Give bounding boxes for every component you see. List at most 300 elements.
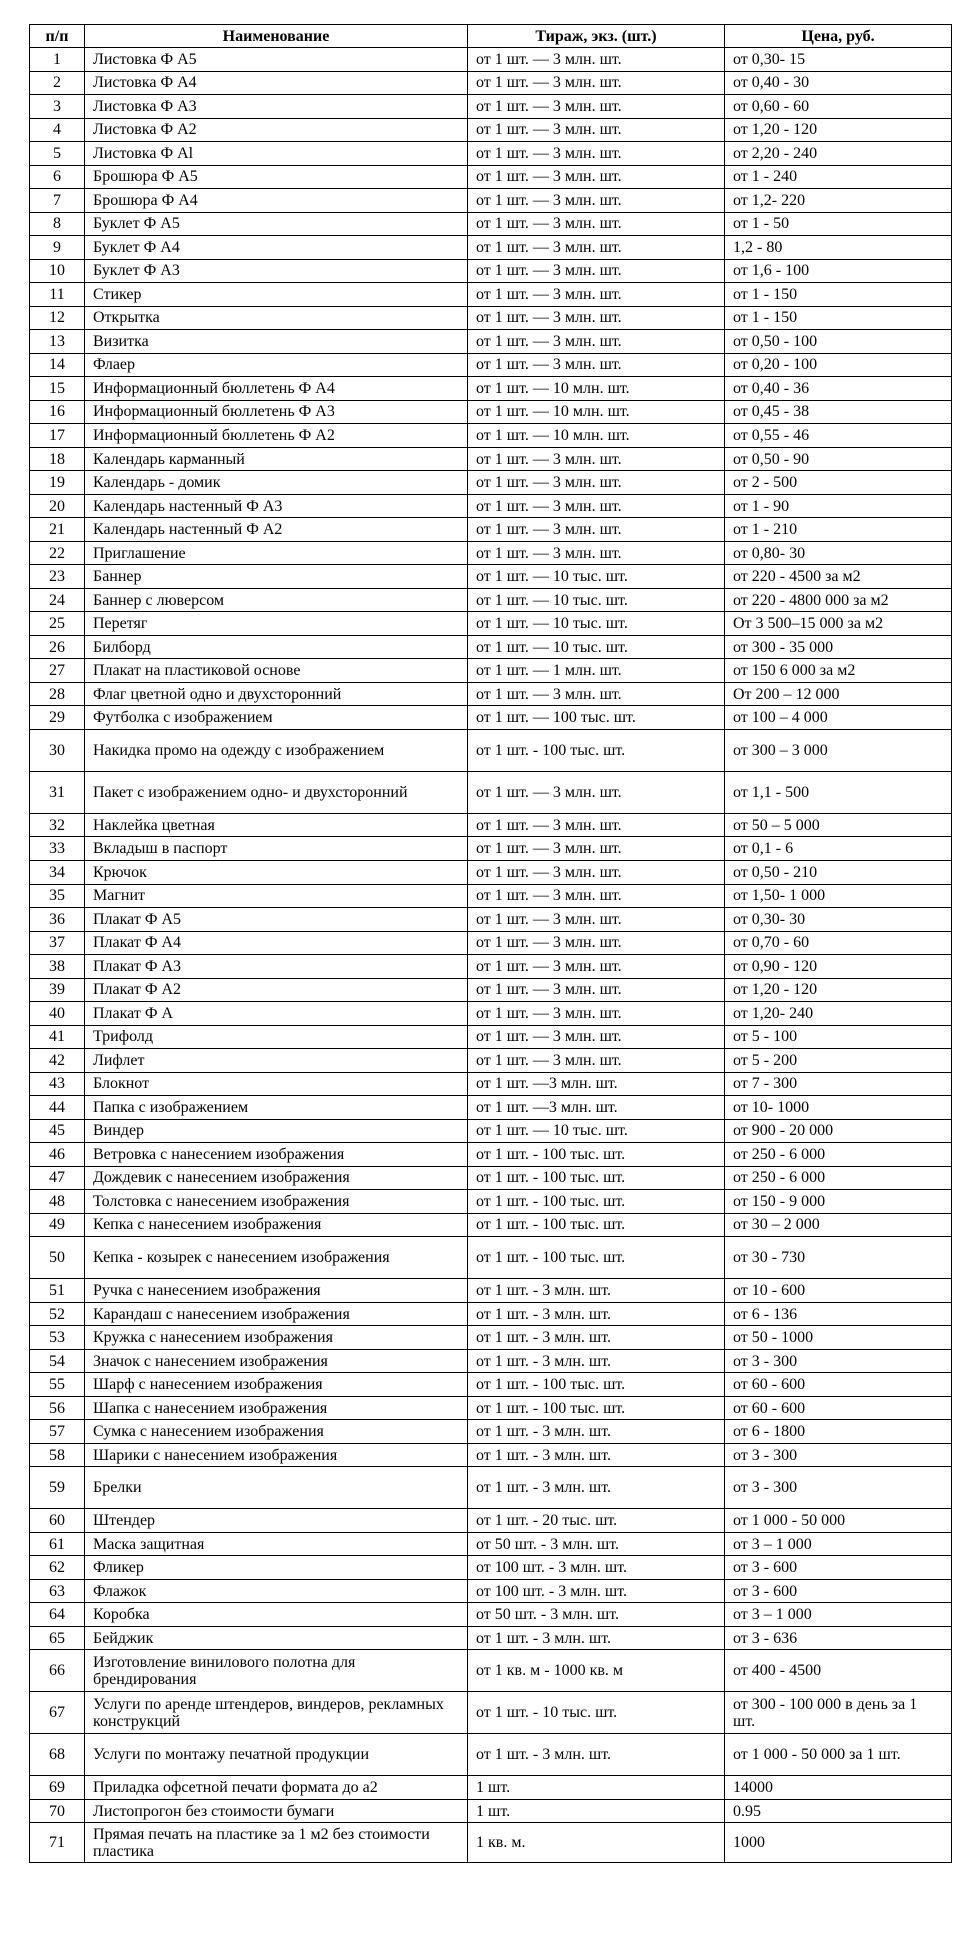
table-row	[30, 330, 952, 354]
cell-number: 36	[30, 908, 85, 932]
cell-price: от 0,50 - 90	[725, 447, 952, 471]
table-row	[30, 955, 952, 979]
cell-number: 28	[30, 682, 85, 706]
cell-price: от 0,70 - 60	[725, 931, 952, 955]
table-row	[30, 1603, 952, 1627]
cell-quantity: от 1 шт. - 100 тыс. шт.	[468, 1143, 725, 1167]
table-row	[30, 71, 952, 95]
cell-number: 7	[30, 189, 85, 213]
cell-name: Коробка	[85, 1603, 468, 1627]
cell-quantity: от 1 шт. — 3 млн. шт.	[468, 48, 725, 72]
cell-quantity: от 1 шт. — 10 тыс. шт.	[468, 612, 725, 636]
table-row	[30, 377, 952, 401]
cell-number: 60	[30, 1509, 85, 1533]
cell-name: Буклет Ф А5	[85, 212, 468, 236]
cell-number: 43	[30, 1072, 85, 1096]
cell-price: от 0,45 - 38	[725, 400, 952, 424]
cell-name: Листовка Ф А2	[85, 118, 468, 142]
cell-price: от 1 - 150	[725, 283, 952, 307]
cell-name: Сумка с нанесением изображения	[85, 1420, 468, 1444]
cell-price: от 6 - 1800	[725, 1420, 952, 1444]
cell-quantity: от 1 шт. - 3 млн. шт.	[468, 1467, 725, 1509]
cell-quantity: 1 шт.	[468, 1799, 725, 1823]
table-row	[30, 48, 952, 72]
cell-number: 27	[30, 659, 85, 683]
cell-number: 30	[30, 729, 85, 771]
cell-quantity: от 1 шт. - 100 тыс. шт.	[468, 1396, 725, 1420]
table-row	[30, 189, 952, 213]
cell-name: Бейджик	[85, 1626, 468, 1650]
cell-quantity: от 1 шт. — 3 млн. шт.	[468, 306, 725, 330]
cell-quantity: от 1 шт. — 3 млн. шт.	[468, 771, 725, 813]
cell-quantity: от 1 шт. — 3 млн. шт.	[468, 189, 725, 213]
cell-name: Штендер	[85, 1509, 468, 1533]
cell-number: 62	[30, 1556, 85, 1580]
cell-quantity: от 1 шт. - 3 млн. шт.	[468, 1420, 725, 1444]
cell-number: 71	[30, 1823, 85, 1863]
cell-number: 48	[30, 1190, 85, 1214]
cell-number: 66	[30, 1650, 85, 1692]
cell-quantity: от 1 шт. - 20 тыс. шт.	[468, 1509, 725, 1533]
cell-number: 26	[30, 635, 85, 659]
table-row	[30, 1302, 952, 1326]
table-row	[30, 1237, 952, 1279]
table-row	[30, 1349, 952, 1373]
table-row	[30, 1556, 952, 1580]
cell-name: Флаг цветной одно и двухсторонний	[85, 682, 468, 706]
cell-price: от 0,50 - 210	[725, 860, 952, 884]
table-row	[30, 813, 952, 837]
cell-price: от 400 - 4500	[725, 1650, 952, 1692]
cell-name: Информационный бюллетень Ф А3	[85, 400, 468, 424]
cell-price: от 1 - 50	[725, 212, 952, 236]
table-row	[30, 1396, 952, 1420]
cell-quantity: от 1 шт. - 100 тыс. шт.	[468, 1190, 725, 1214]
cell-number: 54	[30, 1349, 85, 1373]
cell-number: 70	[30, 1799, 85, 1823]
table-header	[30, 25, 952, 48]
cell-name: Ручка с нанесением изображения	[85, 1279, 468, 1303]
cell-name: Наклейка цветная	[85, 813, 468, 837]
table-row	[30, 1420, 952, 1444]
table-row	[30, 1213, 952, 1237]
table-row	[30, 635, 952, 659]
cell-number: 12	[30, 306, 85, 330]
table-row	[30, 1143, 952, 1167]
table-row	[30, 283, 952, 307]
cell-number: 44	[30, 1096, 85, 1120]
cell-price: от 3 - 600	[725, 1579, 952, 1603]
cell-number: 24	[30, 588, 85, 612]
cell-number: 59	[30, 1467, 85, 1509]
cell-number: 18	[30, 447, 85, 471]
header-name: Наименование	[85, 25, 468, 48]
cell-price: от 0,30- 15	[725, 48, 952, 72]
cell-name: Накидка промо на одежду с изображением	[85, 729, 468, 771]
cell-quantity: от 1 шт. — 10 млн. шт.	[468, 400, 725, 424]
cell-name: Дождевик с нанесением изображения	[85, 1166, 468, 1190]
cell-name: Ветровка с нанесением изображения	[85, 1143, 468, 1167]
cell-number: 42	[30, 1049, 85, 1073]
cell-price: 14000	[725, 1776, 952, 1800]
cell-number: 50	[30, 1237, 85, 1279]
cell-quantity: от 1 шт. — 10 млн. шт.	[468, 424, 725, 448]
cell-price: от 1 - 210	[725, 518, 952, 542]
cell-quantity: от 1 шт. — 3 млн. шт.	[468, 1002, 725, 1026]
cell-price: от 0,90 - 120	[725, 955, 952, 979]
cell-name: Блокнот	[85, 1072, 468, 1096]
cell-quantity: от 1 шт. — 3 млн. шт.	[468, 283, 725, 307]
cell-quantity: от 1 шт. — 3 млн. шт.	[468, 884, 725, 908]
cell-quantity: от 1 шт. — 10 тыс. шт.	[468, 565, 725, 589]
cell-quantity: от 1 шт. - 3 млн. шт.	[468, 1734, 725, 1776]
cell-name: Приладка офсетной печати формата до а2	[85, 1776, 468, 1800]
cell-quantity: от 1 шт. - 3 млн. шт.	[468, 1349, 725, 1373]
cell-price: от 0,1 - 6	[725, 837, 952, 861]
cell-price: от 100 – 4 000	[725, 706, 952, 730]
header-quantity: Тираж, экз. (шт.)	[468, 25, 725, 48]
cell-price: от 150 6 000 за м2	[725, 659, 952, 683]
cell-quantity: от 1 шт. - 100 тыс. шт.	[468, 1373, 725, 1397]
cell-price: от 3 - 300	[725, 1349, 952, 1373]
table-row	[30, 978, 952, 1002]
cell-name: Флаер	[85, 353, 468, 377]
cell-number: 16	[30, 400, 85, 424]
cell-quantity: от 1 шт. — 3 млн. шт.	[468, 682, 725, 706]
cell-price: от 3 – 1 000	[725, 1532, 952, 1556]
table-row	[30, 1326, 952, 1350]
cell-name: Плакат Ф А	[85, 1002, 468, 1026]
cell-quantity: от 1 шт. — 3 млн. шт.	[468, 142, 725, 166]
cell-quantity: 1 шт.	[468, 1776, 725, 1800]
cell-number: 61	[30, 1532, 85, 1556]
cell-price: 1,2 - 80	[725, 236, 952, 260]
cell-number: 35	[30, 884, 85, 908]
table-row	[30, 1579, 952, 1603]
cell-price: от 0,80- 30	[725, 541, 952, 565]
cell-number: 49	[30, 1213, 85, 1237]
table-row	[30, 908, 952, 932]
header-row	[30, 25, 952, 48]
cell-price: от 1,20- 240	[725, 1002, 952, 1026]
cell-quantity: от 1 шт. — 10 тыс. шт.	[468, 588, 725, 612]
cell-price: от 1,20 - 120	[725, 118, 952, 142]
table-row	[30, 541, 952, 565]
cell-quantity: от 1 шт. — 3 млн. шт.	[468, 447, 725, 471]
cell-number: 14	[30, 353, 85, 377]
cell-price: от 30 - 730	[725, 1237, 952, 1279]
cell-quantity: от 1 шт. — 3 млн. шт.	[468, 118, 725, 142]
cell-number: 58	[30, 1443, 85, 1467]
cell-number: 51	[30, 1279, 85, 1303]
header-price: Цена, руб.	[725, 25, 952, 48]
cell-name: Шапка с нанесением изображения	[85, 1396, 468, 1420]
cell-quantity: от 1 шт. — 3 млн. шт.	[468, 541, 725, 565]
cell-number: 57	[30, 1420, 85, 1444]
cell-name: Плакат Ф А2	[85, 978, 468, 1002]
table-row	[30, 612, 952, 636]
table-row	[30, 306, 952, 330]
table-row	[30, 1799, 952, 1823]
cell-name: Услуги по монтажу печатной продукции	[85, 1734, 468, 1776]
cell-quantity: от 1 шт. - 3 млн. шт.	[468, 1326, 725, 1350]
cell-number: 4	[30, 118, 85, 142]
cell-name: Баннер с люверсом	[85, 588, 468, 612]
cell-quantity: от 1 шт. — 3 млн. шт.	[468, 518, 725, 542]
cell-number: 21	[30, 518, 85, 542]
table-row	[30, 400, 952, 424]
table-body	[30, 48, 952, 1863]
cell-name: Магнит	[85, 884, 468, 908]
table-row	[30, 1467, 952, 1509]
table-row	[30, 1096, 952, 1120]
table-row	[30, 1650, 952, 1692]
cell-number: 38	[30, 955, 85, 979]
cell-name: Информационный бюллетень Ф А4	[85, 377, 468, 401]
table-row	[30, 424, 952, 448]
cell-name: Значок с нанесением изображения	[85, 1349, 468, 1373]
cell-name: Плакат Ф А5	[85, 908, 468, 932]
cell-price: от 10 - 600	[725, 1279, 952, 1303]
cell-name: Листовка Ф Al	[85, 142, 468, 166]
cell-number: 20	[30, 494, 85, 518]
cell-name: Листовка Ф А4	[85, 71, 468, 95]
cell-price: от 0,60 - 60	[725, 95, 952, 119]
cell-quantity: от 1 шт. — 10 тыс. шт.	[468, 635, 725, 659]
cell-quantity: от 1 шт. — 3 млн. шт.	[468, 1049, 725, 1073]
cell-quantity: от 1 шт. - 100 тыс. шт.	[468, 1213, 725, 1237]
cell-name: Листовка Ф А5	[85, 48, 468, 72]
table-row	[30, 353, 952, 377]
table-row	[30, 1049, 952, 1073]
cell-price: от 0,30- 30	[725, 908, 952, 932]
cell-price: от 6 - 136	[725, 1302, 952, 1326]
cell-name: Листопрогон без стоимости бумаги	[85, 1799, 468, 1823]
cell-price: от 300 - 100 000 в день за 1 шт.	[725, 1692, 952, 1734]
cell-number: 9	[30, 236, 85, 260]
cell-quantity: от 1 шт. — 3 млн. шт.	[468, 1025, 725, 1049]
cell-name: Листовка Ф А3	[85, 95, 468, 119]
cell-number: 53	[30, 1326, 85, 1350]
cell-number: 64	[30, 1603, 85, 1627]
cell-number: 29	[30, 706, 85, 730]
cell-name: Крючок	[85, 860, 468, 884]
cell-number: 19	[30, 471, 85, 495]
cell-number: 63	[30, 1579, 85, 1603]
cell-name: Брошюра Ф А4	[85, 189, 468, 213]
table-row	[30, 494, 952, 518]
cell-quantity: от 1 шт. — 3 млн. шт.	[468, 471, 725, 495]
cell-number: 32	[30, 813, 85, 837]
cell-number: 65	[30, 1626, 85, 1650]
cell-quantity: от 50 шт. - 3 млн. шт.	[468, 1532, 725, 1556]
cell-name: Лифлет	[85, 1049, 468, 1073]
cell-number: 34	[30, 860, 85, 884]
header-number: п/п	[30, 25, 85, 48]
cell-price: от 1 000 - 50 000 за 1 шт.	[725, 1734, 952, 1776]
cell-name: Футболка с изображением	[85, 706, 468, 730]
cell-quantity: от 1 шт. — 1 млн. шт.	[468, 659, 725, 683]
table-row	[30, 729, 952, 771]
cell-number: 31	[30, 771, 85, 813]
cell-price: от 1,1 - 500	[725, 771, 952, 813]
cell-quantity: от 1 шт. — 3 млн. шт.	[468, 494, 725, 518]
cell-name: Флажок	[85, 1579, 468, 1603]
cell-name: Плакат Ф А3	[85, 955, 468, 979]
cell-name: Прямая печать на пластике за 1 м2 без стоимости пластика	[85, 1823, 468, 1863]
table-row	[30, 1072, 952, 1096]
table-row	[30, 1443, 952, 1467]
table-row	[30, 1025, 952, 1049]
cell-name: Визитка	[85, 330, 468, 354]
cell-quantity: от 1 шт. — 3 млн. шт.	[468, 837, 725, 861]
cell-name: Шарф с нанесением изображения	[85, 1373, 468, 1397]
table-row	[30, 1119, 952, 1143]
cell-name: Трифолд	[85, 1025, 468, 1049]
cell-number: 56	[30, 1396, 85, 1420]
table-row	[30, 1373, 952, 1397]
cell-price: от 5 - 100	[725, 1025, 952, 1049]
cell-price: от 1,50- 1 000	[725, 884, 952, 908]
cell-number: 23	[30, 565, 85, 589]
cell-number: 67	[30, 1692, 85, 1734]
cell-name: Календарь настенный Ф А3	[85, 494, 468, 518]
cell-number: 39	[30, 978, 85, 1002]
table-row	[30, 1190, 952, 1214]
cell-name: Шарики с нанесением изображения	[85, 1443, 468, 1467]
cell-name: Приглашение	[85, 541, 468, 565]
cell-name: Брелки	[85, 1467, 468, 1509]
cell-number: 69	[30, 1776, 85, 1800]
cell-price: от 1,6 - 100	[725, 259, 952, 283]
cell-price: от 900 - 20 000	[725, 1119, 952, 1143]
cell-price: от 0,40 - 36	[725, 377, 952, 401]
cell-price: от 5 - 200	[725, 1049, 952, 1073]
table-row	[30, 212, 952, 236]
table-row	[30, 1509, 952, 1533]
cell-price: от 60 - 600	[725, 1373, 952, 1397]
table-row	[30, 837, 952, 861]
cell-name: Календарь настенный Ф А2	[85, 518, 468, 542]
table-row	[30, 884, 952, 908]
cell-price: от 1 - 90	[725, 494, 952, 518]
table-row	[30, 682, 952, 706]
cell-quantity: от 1 шт. - 3 млн. шт.	[468, 1626, 725, 1650]
cell-price: от 1 - 150	[725, 306, 952, 330]
cell-name: Открытка	[85, 306, 468, 330]
cell-price: 1000	[725, 1823, 952, 1863]
cell-price: от 0,55 - 46	[725, 424, 952, 448]
cell-quantity: от 1 шт. - 3 млн. шт.	[468, 1279, 725, 1303]
cell-quantity: от 1 шт. — 3 млн. шт.	[468, 259, 725, 283]
cell-price: от 300 - 35 000	[725, 635, 952, 659]
cell-number: 40	[30, 1002, 85, 1026]
cell-quantity: от 1 шт. — 3 млн. шт.	[468, 860, 725, 884]
cell-quantity: от 1 шт. — 3 млн. шт.	[468, 95, 725, 119]
cell-number: 37	[30, 931, 85, 955]
table-row	[30, 565, 952, 589]
cell-number: 47	[30, 1166, 85, 1190]
cell-price: от 3 - 300	[725, 1467, 952, 1509]
cell-price: от 2 - 500	[725, 471, 952, 495]
cell-number: 8	[30, 212, 85, 236]
cell-price: от 0,50 - 100	[725, 330, 952, 354]
cell-name: Плакат на пластиковой основе	[85, 659, 468, 683]
cell-price: от 3 - 300	[725, 1443, 952, 1467]
cell-price: от 60 - 600	[725, 1396, 952, 1420]
price-table	[29, 24, 952, 1863]
cell-quantity: 1 кв. м.	[468, 1823, 725, 1863]
cell-number: 6	[30, 165, 85, 189]
cell-number: 46	[30, 1143, 85, 1167]
cell-price: от 7 - 300	[725, 1072, 952, 1096]
cell-number: 68	[30, 1734, 85, 1776]
cell-quantity: от 1 шт. — 3 млн. шт.	[468, 955, 725, 979]
table-row	[30, 259, 952, 283]
cell-quantity: от 1 шт. — 100 тыс. шт.	[468, 706, 725, 730]
cell-quantity: от 1 шт. - 100 тыс. шт.	[468, 1237, 725, 1279]
cell-price: от 10- 1000	[725, 1096, 952, 1120]
cell-name: Карандаш с нанесением изображения	[85, 1302, 468, 1326]
table-row	[30, 931, 952, 955]
cell-number: 25	[30, 612, 85, 636]
cell-name: Плакат Ф А4	[85, 931, 468, 955]
cell-price: от 2,20 - 240	[725, 142, 952, 166]
cell-price: от 1,20 - 120	[725, 978, 952, 1002]
table-row	[30, 165, 952, 189]
cell-quantity: от 1 шт. - 3 млн. шт.	[468, 1443, 725, 1467]
table-row	[30, 1279, 952, 1303]
cell-name: Вкладыш в паспорт	[85, 837, 468, 861]
cell-quantity: от 100 шт. - 3 млн. шт.	[468, 1556, 725, 1580]
table-row	[30, 1776, 952, 1800]
cell-name: Буклет Ф А3	[85, 259, 468, 283]
table-row	[30, 95, 952, 119]
cell-price: от 250 - 6 000	[725, 1166, 952, 1190]
cell-quantity: от 1 шт. - 100 тыс. шт.	[468, 1166, 725, 1190]
cell-quantity: от 1 шт. - 10 тыс. шт.	[468, 1692, 725, 1734]
cell-price: от 1,2- 220	[725, 189, 952, 213]
cell-name: Кружка с нанесением изображения	[85, 1326, 468, 1350]
cell-number: 13	[30, 330, 85, 354]
cell-price: от 250 - 6 000	[725, 1143, 952, 1167]
cell-name: Билборд	[85, 635, 468, 659]
cell-name: Стикер	[85, 283, 468, 307]
cell-number: 10	[30, 259, 85, 283]
cell-name: Изготовление винилового полотна для брендирования	[85, 1650, 468, 1692]
cell-name: Пакет с изображением одно- и двухсторонний	[85, 771, 468, 813]
cell-price: от 3 - 600	[725, 1556, 952, 1580]
cell-price: от 0,40 - 30	[725, 71, 952, 95]
cell-price: от 50 – 5 000	[725, 813, 952, 837]
cell-price: от 1 - 240	[725, 165, 952, 189]
cell-quantity: от 1 кв. м - 1000 кв. м	[468, 1650, 725, 1692]
table-row	[30, 471, 952, 495]
cell-name: Баннер	[85, 565, 468, 589]
cell-price: от 220 - 4500 за м2	[725, 565, 952, 589]
cell-quantity: от 1 шт. — 3 млн. шт.	[468, 931, 725, 955]
cell-name: Перетяг	[85, 612, 468, 636]
table-row	[30, 447, 952, 471]
cell-price: от 50 - 1000	[725, 1326, 952, 1350]
cell-number: 15	[30, 377, 85, 401]
cell-quantity: от 1 шт. — 10 тыс. шт.	[468, 1119, 725, 1143]
cell-number: 3	[30, 95, 85, 119]
table-row	[30, 518, 952, 542]
cell-quantity: от 1 шт. — 3 млн. шт.	[468, 236, 725, 260]
cell-price: от 30 – 2 000	[725, 1213, 952, 1237]
cell-quantity: от 1 шт. — 3 млн. шт.	[468, 212, 725, 236]
